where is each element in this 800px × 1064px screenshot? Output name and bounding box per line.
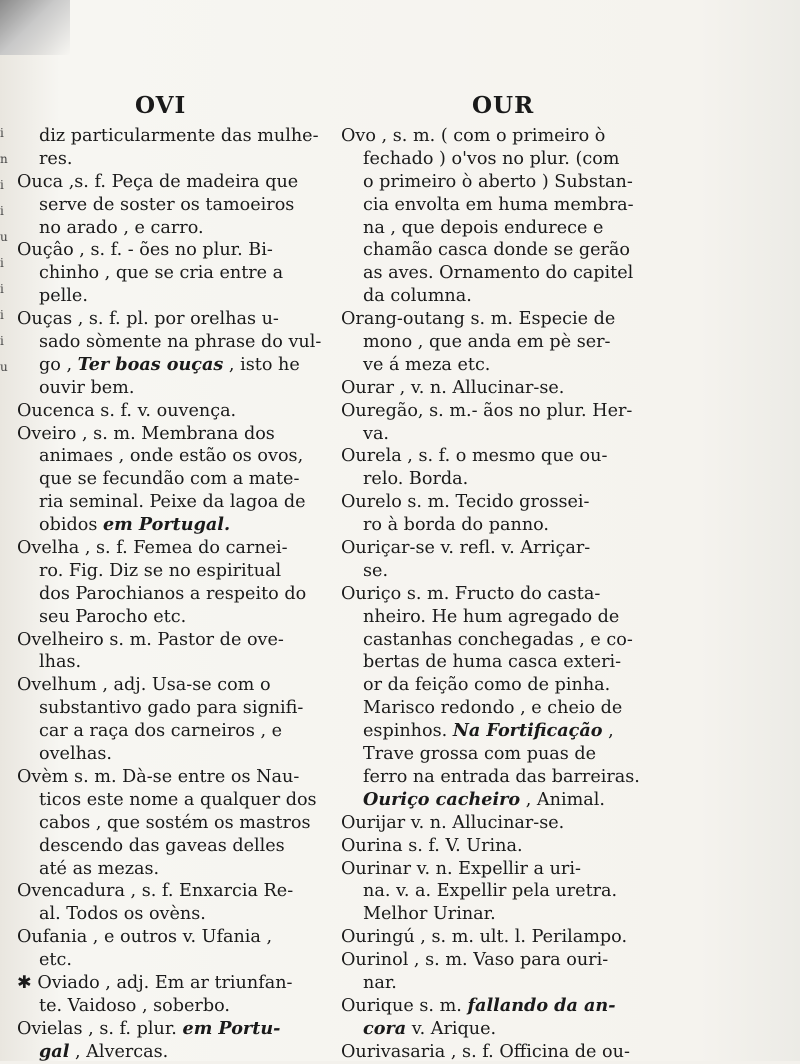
entry-continuation-line: seu Parocho etc. — [39, 606, 187, 627]
margin-mark: u — [0, 360, 8, 374]
entry-headword-line: Ovelha , s. f. Femea do carnei- — [17, 538, 288, 559]
entry-continuation-line: or da feição como de pinha. — [363, 675, 611, 696]
entry-continuation-line: o primeiro ò aberto ) Substan- — [363, 171, 633, 192]
entry-headword-line: Ovèm s. m. Dà-se entre os Nau- — [17, 766, 300, 787]
entry-continuation-line: ticos este nome a qualquer dos — [39, 789, 317, 810]
entry-continuation-line: descendo das gaveas delles — [39, 835, 285, 856]
entry-headword-line: Ovelhum , adj. Usa-se com o — [17, 675, 271, 696]
entry-continuation-line: relo. Borda. — [363, 469, 469, 490]
entry-headword-line: Ourinar v. n. Expellir a uri- — [341, 858, 581, 879]
entry-headword-line: Ouca ,s. f. Peça de madeira que — [17, 171, 299, 192]
entry-continuation-line: ouvir bem. — [39, 377, 135, 398]
entry-headword-line: Ovo , s. m. ( com o primeiro ò — [341, 126, 606, 146]
entry-continuation-line: va. — [363, 423, 390, 444]
entry-continuation-line: Marisco redondo , e cheio de — [363, 698, 623, 719]
entry-continuation-line: ovelhas. — [39, 744, 113, 765]
entry-continuation-line: cia envolta em huma membra- — [363, 194, 634, 215]
entry-continuation-line: na , que depois endurece e — [363, 217, 604, 238]
entry-continuation-line: castanhas conchegadas , e co- — [363, 629, 633, 650]
entry-continuation-line: nheiro. He hum agregado de — [363, 606, 620, 627]
italic-phrase: Ouriço cacheiro — [363, 788, 521, 810]
right-column — [341, 125, 678, 1064]
entry-headword-line: Oucenca s. f. v. ouvença. — [17, 400, 237, 421]
entry-continuation-line: dos Parochianos a respeito do — [39, 583, 307, 604]
entry-continuation-line: as aves. Ornamento do capitel — [363, 263, 634, 284]
entry-headword-line: Ovencadura , s. f. Enxarcia Re- — [17, 881, 294, 902]
entry-headword-line: Ourivasaria , s. f. Officina de ou- — [341, 1041, 630, 1062]
entry-continuation-line: da columna. — [363, 286, 472, 307]
entry-headword-line: Orang-outang s. m. Especie de — [341, 309, 616, 330]
entry-headword-line: Ouças , s. f. pl. por orelhas u- — [17, 309, 279, 330]
margin-mark: i — [0, 126, 4, 140]
italic-phrase: em Portu- — [182, 1017, 281, 1039]
entry-continuation-line: diz particularmente das mulhe- — [39, 126, 319, 146]
entry-continuation-line: no arado , e carro. — [39, 217, 204, 238]
entry-headword-line: Ourelo s. m. Tecido grossei- — [341, 492, 590, 513]
entry-headword-line: Ourar , v. n. Allucinar-se. — [341, 377, 565, 398]
entry-headword-line: Ouriço s. m. Fructo do casta- — [341, 583, 601, 604]
entry-continuation-line: se. — [363, 560, 389, 581]
entry-continuation-line: que se fecundão com a mate- — [39, 469, 300, 490]
entry-continuation-line: Trave grossa com puas de — [363, 744, 597, 765]
right-running-header: OUR — [472, 92, 535, 119]
left-running-header: OVI — [135, 92, 187, 119]
entry-continuation-line: ria seminal. Peixe da lagoa de — [39, 492, 306, 513]
entry-headword-line: Ourijar v. n. Allucinar-se. — [341, 812, 565, 833]
entry-headword-line: Ouregão, s. m.- ãos no plur. Her- — [341, 400, 633, 421]
bleed-through-margin — [0, 120, 12, 380]
entry-continuation-line: sado sòmente na phrase do vul- — [39, 332, 322, 353]
italic-phrase: Ter boas ouças — [77, 353, 224, 375]
entry-headword-line: Ouringú , s. m. ult. l. Perilampo. — [341, 927, 628, 948]
entry-headword-line: Ourela , s. f. o mesmo que ou- — [341, 446, 608, 467]
margin-mark: u — [0, 230, 8, 244]
entry-continuation-line: bertas de huma casca exteri- — [363, 652, 622, 673]
entry-continuation-line: Ouriço cacheiro , Animal. — [363, 788, 605, 810]
entry-continuation-line: al. Todos os ovèns. — [39, 904, 206, 925]
entry-continuation-line: animaes , onde estão os ovos, — [39, 446, 304, 467]
margin-mark: i — [0, 204, 4, 218]
italic-phrase: fallando da an- — [467, 994, 616, 1016]
entry-headword-line: Ourina s. f. V. Urina. — [341, 835, 523, 856]
entry-continuation-line: ferro na entrada das barreiras. — [363, 766, 640, 787]
entry-continuation-line: mono , que anda em pè ser- — [363, 332, 611, 353]
entry-continuation-line: te. Vaidoso , soberbo. — [39, 995, 230, 1016]
entry-headword-line: Oufania , e outros v. Ufania , — [17, 927, 273, 948]
entry-continuation-line: nar. — [363, 972, 397, 993]
entry-headword-line: Ourique s. m. fallando da an- — [341, 994, 616, 1016]
entry-continuation-line: etc. — [39, 950, 72, 971]
entry-headword-line: Ovelheiro s. m. Pastor de ove- — [17, 629, 284, 650]
entry-headword-line: ✱ Oviado , adj. Em ar triunfan- — [17, 972, 293, 993]
left-column — [17, 125, 339, 1064]
entry-headword-line: Oveiro , s. m. Membrana dos — [17, 423, 275, 444]
entry-continuation-line: chinho , que se cria entre a — [39, 263, 284, 284]
margin-mark: i — [0, 256, 4, 270]
margin-mark: i — [0, 178, 4, 192]
margin-mark: n — [0, 152, 8, 166]
italic-phrase: em Portugal. — [102, 514, 231, 536]
margin-mark: i — [0, 334, 4, 348]
entry-continuation-line: res. — [39, 148, 73, 169]
entry-continuation-line: até as mezas. — [39, 858, 160, 879]
entry-continuation-line: espinhos. Na Fortificação , — [363, 720, 614, 742]
entry-continuation-line: serve de soster os tamoeiros — [39, 194, 295, 215]
entry-continuation-line: gal , Alvercas. — [39, 1040, 169, 1062]
entry-continuation-line: pelle. — [39, 286, 88, 307]
entry-continuation-line: substantivo gado para signifi- — [39, 698, 304, 719]
entry-headword-line: Ourinol , s. m. Vaso para ouri- — [341, 950, 609, 971]
entry-continuation-line: chamão casca donde se gerão — [363, 240, 630, 261]
entry-continuation-line: car a raça dos carneiros , e — [39, 721, 283, 742]
margin-mark: i — [0, 282, 4, 296]
scan-corner-shadow — [0, 0, 70, 55]
entry-continuation-line: go , Ter boas ouças , isto he — [39, 353, 300, 375]
entry-continuation-line: na. v. a. Expellir pela uretra. — [363, 881, 618, 902]
italic-phrase: cora — [363, 1017, 407, 1039]
italic-phrase: gal — [39, 1040, 70, 1062]
entry-headword-line: Ouriçar-se v. refl. v. Arriçar- — [341, 538, 591, 559]
entry-continuation-line: cora v. Arique. — [363, 1017, 497, 1039]
entry-continuation-line: fechado ) o'vos no plur. (com — [363, 148, 620, 169]
entry-continuation-line: ro. Fig. Diz se no espiritual — [39, 560, 282, 581]
entry-headword-line: Ovielas , s. f. plur. em Portu- — [17, 1017, 281, 1039]
entry-continuation-line: ve á meza etc. — [363, 354, 491, 375]
entry-continuation-line: ro à borda do panno. — [363, 515, 550, 536]
entry-headword-line: Ouçâo , s. f. - ões no plur. Bi- — [17, 240, 273, 261]
margin-mark: i — [0, 308, 4, 322]
entry-continuation-line: obidos em Portugal. — [39, 514, 231, 536]
italic-phrase: Na Fortificação — [452, 720, 603, 742]
entry-continuation-line: cabos , que sostém os mastros — [39, 812, 311, 833]
entry-continuation-line: Melhor Urinar. — [363, 904, 496, 925]
entry-continuation-line: lhas. — [39, 652, 82, 673]
